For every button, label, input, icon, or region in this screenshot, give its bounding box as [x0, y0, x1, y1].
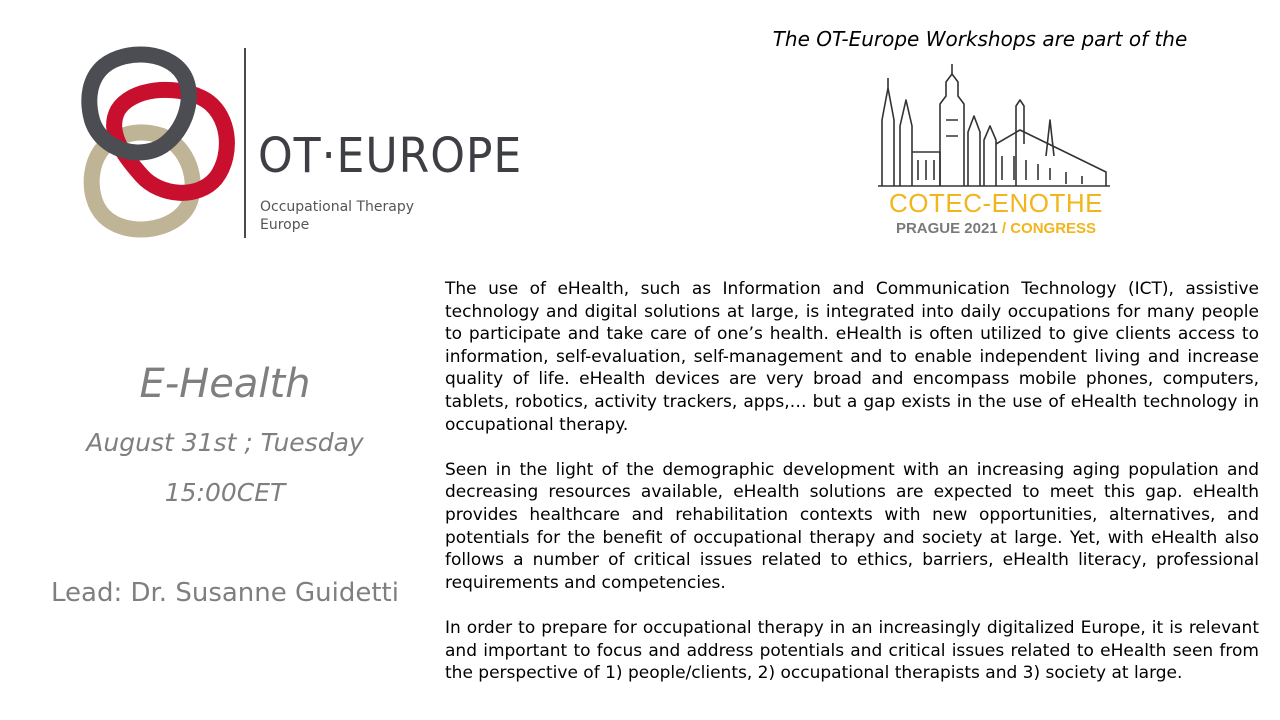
workshop-description	[445, 278, 1259, 707]
workshop-date: August 31st ; Tuesday	[86, 428, 364, 457]
cotec-enothe-subtitle	[878, 220, 1114, 237]
ot-europe-wordmark: OT·EUROPE	[258, 128, 523, 184]
ot-europe-rings-icon	[78, 46, 238, 242]
workshop-title: E-Health	[139, 361, 311, 407]
workshop-info	[20, 356, 430, 518]
cotec-enothe-wordmark: COTEC-ENOTHE	[889, 188, 1103, 218]
ot-europe-subtitle	[260, 198, 414, 234]
slash-separator: /	[997, 220, 1011, 237]
ot-europe-subtitle-line1: Occupational Therapy	[260, 199, 415, 215]
workshop-lead: Lead: Dr. Susanne Guidetti	[51, 578, 399, 608]
prague-year-label: PRAGUE 2021	[895, 220, 998, 237]
description-paragraph-1: The use of eHealth, such as Information and Communication Technology (ICT), assistive technology and digital solutions at large, is integrated into daily occupations for many people to participate and take care of one’s health. eHealth is often utilized to give clients access to information, self-evaluation, self-management and to enable independent living and increase quality of life. eHealth devices are very broad and encompass mobile phones, computers, tablets, robotics, activity trackers, apps,… but a gap exists in the use of eHealth technology in occupational therapy.	[445, 279, 1259, 435]
workshop-time: 15:00CET	[164, 478, 286, 507]
prague-castle-icon	[870, 60, 1120, 190]
ot-europe-subtitle-line2: Europe	[260, 217, 310, 233]
description-paragraph-3: In order to prepare for occupational therapy in an increasingly digitalized Europe, it is relevant and important to focus and address potentials and critical issues related to eHealth seen from the perspective of 1) people/clients, 2) occupational therapists and 3) society at large.	[445, 617, 1259, 684]
logo-divider	[244, 48, 246, 238]
ot-europe-logo	[78, 46, 558, 242]
description-paragraph-2: Seen in the light of the demographic development with an increasing aging population and decreasing resources available, eHealth solutions are expected to meet this gap. eHealth provides healthcare and rehabilitation contexts with new opportunities, alternatives, and potentials for the benefit of occupational therapy and society at large. Yet, with eHealth also follows a number of critical issues related to ethics, barriers, eHealth literacy, professional requirements and competencies.	[445, 459, 1259, 593]
congress-label: CONGRESS	[1010, 220, 1097, 237]
cotec-enothe-logo	[870, 60, 1120, 242]
congress-note: The OT-Europe Workshops are part of the	[772, 27, 1188, 51]
